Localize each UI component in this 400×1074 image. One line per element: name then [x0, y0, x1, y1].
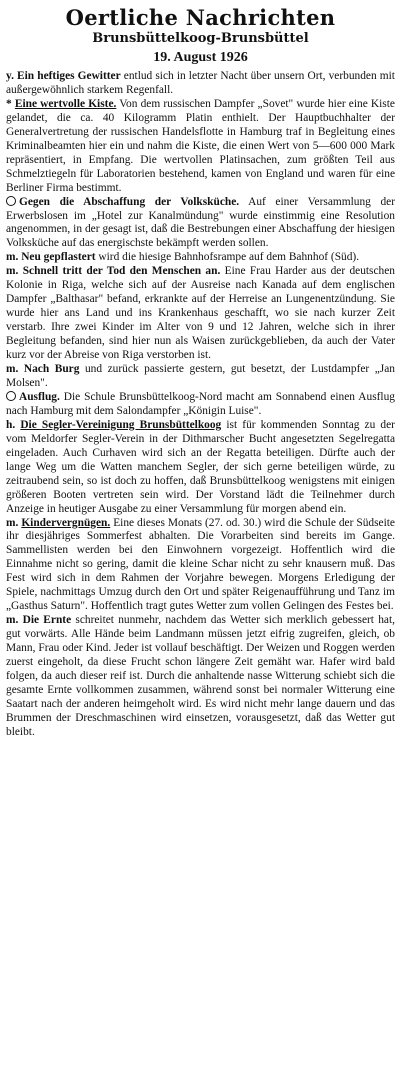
correspondent-marker: m. — [6, 516, 19, 529]
news-item — [6, 196, 395, 252]
news-item-headline: Ausflug. — [19, 390, 60, 403]
news-item-body: und zurück passierte gestern, gut besetzt, der Lustdampfer „Jan Molsen". — [6, 363, 395, 389]
news-item-headline: Die Segler-Vereinigung Brunsbüttelkoog — [20, 418, 222, 431]
news-item-body: Die Schule Brunsbüttelkoog-Nord macht am Sonnabend einen Ausflug nach Hamburg mit dem Salondampfer „Königin Luise". — [6, 390, 395, 417]
news-item-headline: Nach Burg — [23, 363, 80, 376]
news-item-headline: Die Ernte — [22, 614, 72, 627]
correspondent-marker: y. — [6, 70, 14, 82]
news-item-body: ist für kommenden Sonntag zu der vom Meldorfer Segler-Verein in der Dithmarscher Bucht angesetzten Segelregatta eingeladen. Auch Curhaven wird sich an der Regatta beteiligen. Dürfte auch der lange Weg um die Watten manchem Segler, der sich gerne beteiligen würde, zu zeitraubend sein, so ist doch zu hoffen, daß Brunsbüttelkoog wenigstens mit einigen größeren Booten vertreten sein wird. Der Vorstand lädt die Teilnehmer durch Anzeige in heutiger Ausgabe zu einer Versammlung für morgen abend ein. — [6, 418, 395, 515]
correspondent-marker: m. — [6, 614, 19, 627]
news-item — [6, 614, 395, 740]
news-item-body: Eine dieses Monats (27. od. 30.) wird die Schule der Südseite ihr diesjähriges Sommerfest abhalten. Die Vorarbeiten sind bereits im Gange. Sammellisten werden bei den Einwohnern vorgezeigt. Hoffentlich wird die Einnahme nicht so gering, damit die kleine Schar nicht zu sehr knausern muß. Das Fest wird sich in dem Rahmen der Vorjahre bewegen. Morgens Erledigung der Spiele, nachmittags Umzug durch den Ort und später Reigenaufführung und Tanz im „Gasthus Saturn". Hoffentlich tragt gutes Wetter zum vollen Gelingen des Festes bei. — [6, 516, 395, 613]
news-item-headline: Ein heftiges Gewitter — [17, 70, 121, 82]
correspondent-marker: * — [6, 97, 12, 110]
news-item — [6, 265, 395, 363]
news-item-headline: Gegen die Abschaffung der Volksküche. — [19, 195, 240, 208]
news-item — [6, 98, 395, 196]
section-subheadline: Brunsbüttelkoog-Brunsbüttel — [92, 31, 309, 46]
news-item — [6, 251, 395, 265]
news-item-headline: Kindervergnügen. — [21, 516, 111, 529]
correspondent-marker: h. — [6, 418, 16, 431]
news-item-body: Auf einer Versammlung der Erwerbslosen im „Hotel zur Kanalmündung" wurde einstimmig eine Resolution angenommen, in der gesagt ist, daß die Bestrebungen einer Abschaffung der hiesigen Volksküche auf das energischste bekämpft werden sollen. — [6, 195, 395, 250]
news-item-body: Eine Frau Harder aus der deutschen Kolonie in Riga, welche sich auf der Ausreise nach Kanada auf dem englischen Dampfer „Balthasar" befand, erkrankte auf der Herreise an Lungenentzündung. Sie wurde hier ans Land und ins Krankenhaus geschafft, wo sie nach kurzer Zeit verstarb. Ihre zwei Kinder im Alter von 9 und 12 Jahren, welche sich in ihrer Begleitung befanden, sind hier nun als Waisen zurückgeblieben, da auch der Vater kurz vor der Abreise von Riga verstorben ist. — [6, 265, 395, 362]
news-item-headline: Neu gepflastert — [21, 251, 96, 264]
news-item-body: Von dem russischen Dampfer „Sovet" wurde hier eine Kiste gelandet, die ca. 40 Kilogramm Platin enthielt. Der Hauptbuchhalter der Generalvertretung der russischen Handelsflotte in Hamburg traf in Begleitung eines Kriminalbeamten hier ein und nahm die Kiste, die einen Wert von 5—600 000 Mark repräsentiert, in Empfang. Die wertvollen Platinsachen, zum größten Teil aus Schmelztiegeln für Laboratorien bestehend, kamen von England und waren für eine Berliner Firma bestimmt. — [6, 97, 395, 194]
correspondent-marker: m. — [6, 251, 19, 264]
dateline: 19. August 1926 — [153, 50, 248, 65]
bullet-circle-icon — [6, 196, 16, 206]
news-item — [6, 391, 395, 419]
news-item-body: wird die hiesige Bahnhofsrampe auf dem Bahnhof (Süd). — [98, 251, 360, 264]
bullet-circle-icon — [6, 391, 16, 401]
news-item-body: entlud sich in letzter Nacht über unsern Ort, verbunden mit außergewöhnlich starkem Regenfall. — [6, 70, 395, 96]
article-list — [6, 70, 395, 740]
correspondent-marker: m. — [6, 265, 19, 278]
masthead — [6, 6, 395, 66]
news-item-headline: Eine wertvolle Kiste. — [14, 97, 117, 110]
news-item — [6, 363, 395, 391]
section-headline: Oertliche Nachrichten — [65, 5, 336, 30]
news-item — [6, 517, 395, 615]
news-item — [6, 70, 395, 98]
news-item — [6, 419, 395, 517]
news-item-headline: Schnell tritt der Tod den Menschen an. — [22, 265, 221, 278]
news-item-body: schreitet nunmehr, nachdem das Wetter sich merklich gebessert hat, gut vorwärts. Alle Hände beim Landmann müssen jetzt eifrig zugreifen, gleich, ob Mann, Frau oder Kind. Jeder ist vollauf beschäftigt. Der Weizen und Roggen werden zuerst eingeholt, da diese Frucht schon längere Zeit gemäht war. Hafer wird bald folgen, da auch dieser reif ist. Durch die anhaltende nasse Witterung schiebt sich die gesamte Ernte vollkommen zusammen, während sonst bei normaler Witterung eine Saatart nach der anderen heimgeholt wird. Es wird nicht mehr lange dauern und das Brummen der Dreschmaschinen wird einsetzen, vorausgesetzt, daß das Wetter gut bleibt. — [6, 614, 395, 738]
correspondent-marker: m. — [6, 363, 19, 376]
